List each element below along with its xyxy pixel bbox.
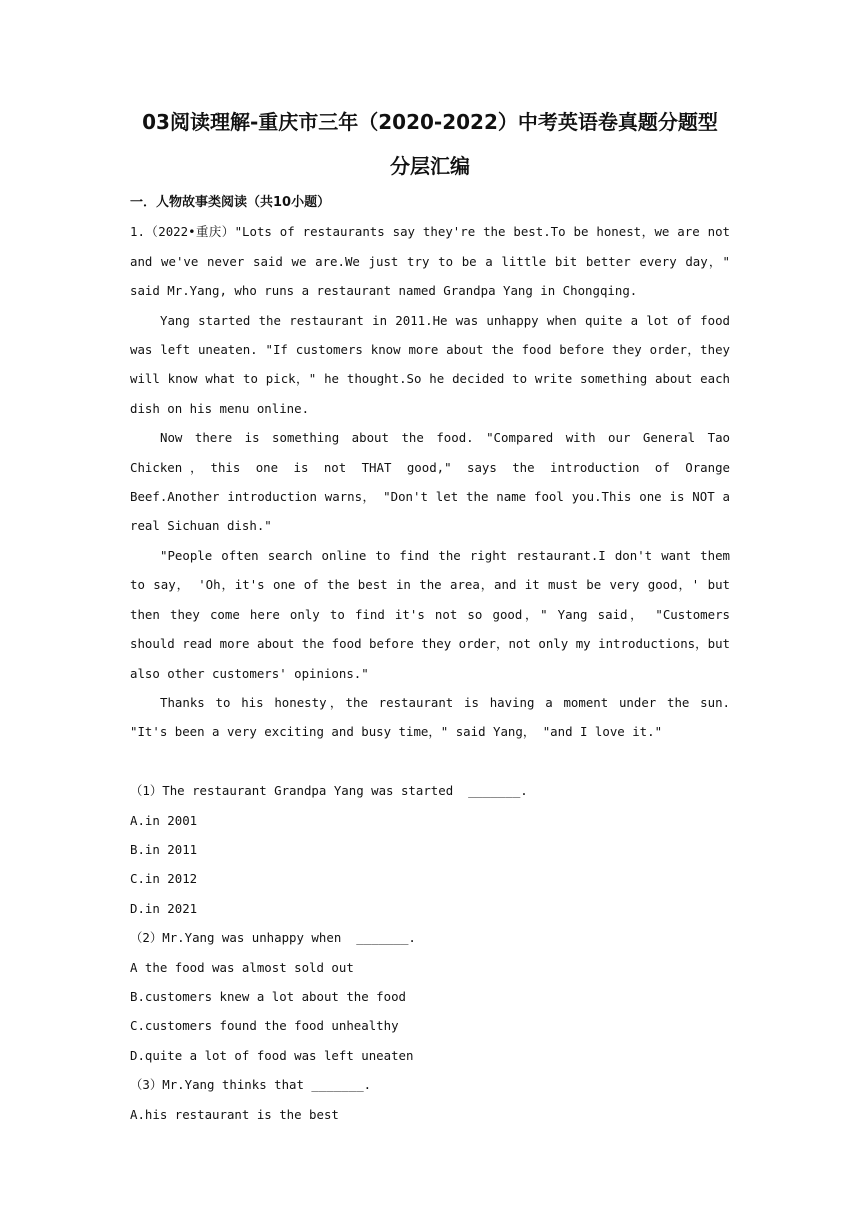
question-2-option-a: A the food was almost sold out <box>130 959 354 975</box>
question-1-stem: （1）The restaurant Grandpa Yang was started _______. <box>130 783 528 799</box>
passage-paragraph-3: Now there is something about the food. "Compared with our General Tao Chicken，this one is not THAT good," says the introduction of Orange Beef.Another introduction warns， "Don't let the name fool you.This one is NOT a real Sichuan dish." <box>130 430 730 534</box>
question-1-option-b: B.in 2011 <box>130 841 198 857</box>
document-title-line-1: 03阅读理解-重庆市三年（2020-2022）中考英语卷真题分题型 <box>142 110 718 134</box>
question-2-option-d: D.quite a lot of food was left uneaten <box>130 1047 414 1063</box>
question-2-stem: （2）Mr.Yang was unhappy when _______. <box>130 930 416 946</box>
question-1-option-c: C.in 2012 <box>130 871 198 887</box>
question-3-stem: （3）Mr.Yang thinks that _______. <box>130 1077 372 1093</box>
passage-paragraph-5: Thanks to his honesty，the restaurant is having a moment under the sun. "It's been a very exciting and busy time，" said Yang， "and I love it." <box>130 694 730 740</box>
passage-paragraph-4: "People often search online to find the right restaurant.I don't want them to say， 'Oh，it's one of the best in the area，and it must be very good，' but then they come here only to find it's not so good，" Yang said， "Customers should read more about the food before they order，not only my introductions，but also other customers' opinions." <box>130 547 730 681</box>
question-2-option-b: B.customers knew a lot about the food <box>130 988 407 1004</box>
question-1-option-a: A.in 2001 <box>130 812 198 828</box>
passage-paragraph-2: Yang started the restaurant in 2011.He was unhappy when quite a lot of food was left uneaten. "If customers know more about the food before they order，they will know what to pick，" he thought.So he decided to write something about each dish on his menu online. <box>130 312 730 416</box>
passage-paragraph-1: 1.（2022•重庆）"Lots of restaurants say they're the best.To be honest，we are not and we've never said we are.We just try to be a little bit better every day，" said Mr.Yang, who runs a restaurant named Grandpa Yang in Chongqing. <box>130 224 730 299</box>
spacer <box>130 747 730 776</box>
document-page <box>130 100 730 1129</box>
section-heading: 一．人物故事类阅读（共10小题） <box>130 195 331 210</box>
question-1-option-d: D.in 2021 <box>130 900 198 916</box>
question-2-option-c: C.customers found the food unhealthy <box>130 1018 399 1034</box>
document-title-line-2: 分层汇编 <box>390 154 470 178</box>
question-3-option-a: A.his restaurant is the best <box>130 1106 339 1122</box>
